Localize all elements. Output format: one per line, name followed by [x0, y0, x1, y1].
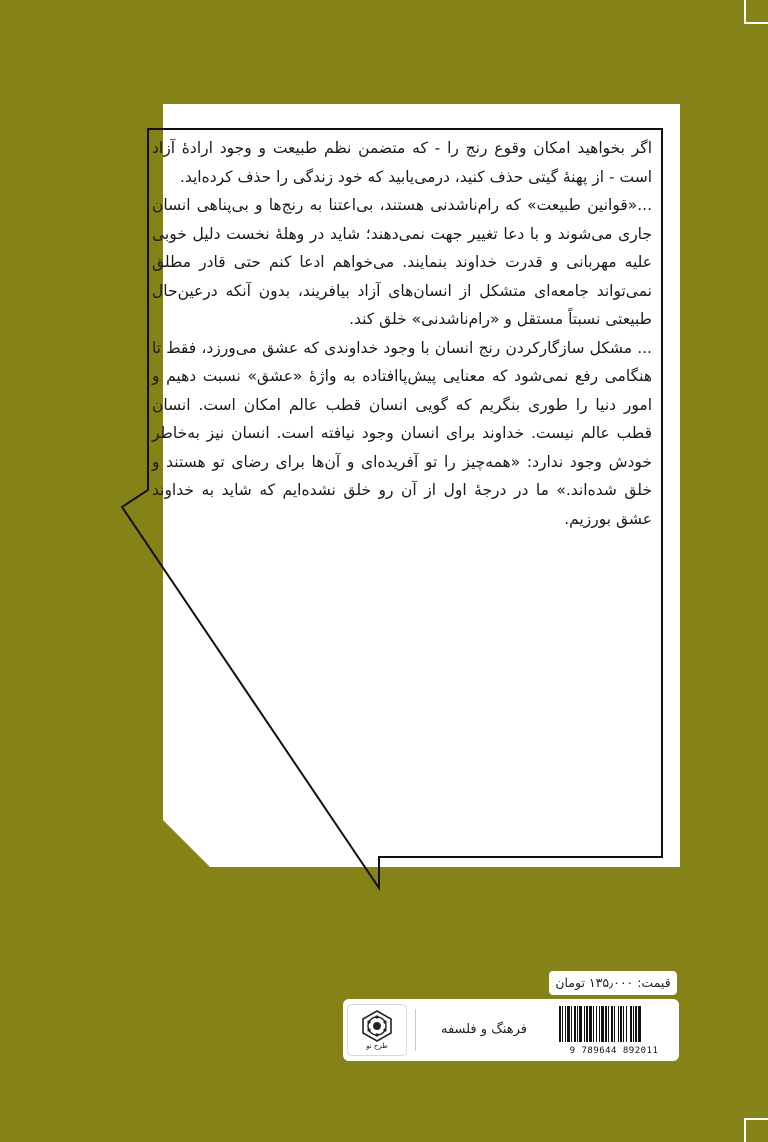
barcode-bar	[611, 1006, 613, 1042]
barcode-bar	[571, 1006, 572, 1042]
publisher-info-bar	[343, 999, 679, 1061]
paragraph-3: ... مشکل سازگارکردن رنج انسان با وجود خداوندی که عشق می‌ورزد، فقط تا هنگامی رفع نمی‌شود که معنایی پیش‌پاافتاده به واژهٔ «عشق» نسبت دهیم و امور دنیا را طوری بنگریم که گویی انسان قطب عالم امکان است. انسان قطب عالم نیست. خداوند برای انسان وجود نیافته است. انسان نیز به‌خاطر خودش وجود ندارد: «همه‌چیز را تو آفریده‌ای و آن‌ها برای رضای تو هستند و خلق شده‌اند.» ما در درجهٔ اول از آن رو خلق نشده‌ایم که شاید به خداوند عشق بورزیم.	[152, 338, 652, 528]
barcode-bar	[565, 1006, 566, 1042]
barcode-bar	[562, 1006, 563, 1042]
price-label: قیمت: ۱۳۵٫۰۰۰ تومان	[549, 971, 677, 995]
barcode-bar	[584, 1006, 585, 1042]
series-category: فرهنگ و فلسفه	[440, 1022, 527, 1037]
publisher-name: طرح نو	[366, 1042, 388, 1050]
barcode-bar	[638, 1006, 641, 1042]
paragraph-1: اگر بخواهید امکان وقوع رنج را - که متضمن نظم طبیعت و وجود ارادهٔ آزاد است - از پهنهٔ گیتی حذف کنید، درمی‌یابید که خود زندگی را حذف کرده‌اید.	[152, 139, 652, 186]
barcode	[553, 1002, 675, 1058]
barcode-bar	[633, 1006, 634, 1042]
barcode-bar	[635, 1006, 637, 1042]
barcode-bar	[586, 1006, 588, 1042]
barcode-bar	[567, 1006, 570, 1042]
publisher-logo	[347, 1004, 407, 1056]
barcode-bar	[593, 1006, 594, 1042]
barcode-bar	[630, 1006, 632, 1042]
barcode-bar	[599, 1006, 600, 1042]
barcode-bar	[614, 1006, 615, 1042]
barcode-icon	[557, 1006, 671, 1044]
barcode-bar	[618, 1006, 619, 1042]
barcode-bar	[577, 1006, 578, 1042]
barcode-bar	[605, 1006, 607, 1042]
barcode-bar	[620, 1006, 622, 1042]
barcode-bar	[596, 1006, 597, 1042]
barcode-bar	[623, 1006, 624, 1042]
paragraph-2: ...«قوانین طبیعت» که رام‌ناشدنی هستند، بی‌اعتنا به رنج‌ها و بی‌پناهی انسان جاری می‌شوند و با دعا تغییر جهت نمی‌دهند؛ شاید در وهلهٔ نخست دلیل خوبی علیه مهربانی و قدرت خداوند بنمایند. می‌خواهم ادعا کنم حتی قادر مطلق نمی‌تواند جامعه‌ای متشکل از انسان‌های آزاد بیافریند، بدون آنکه درعین‌حال طبیعتی نسبتاً مستقل و «رام‌ناشدنی» خلق کند.	[152, 196, 652, 328]
back-cover-text	[152, 134, 652, 834]
barcode-bar	[559, 1006, 561, 1042]
barcode-bar	[589, 1006, 592, 1042]
barcode-bar	[579, 1006, 582, 1042]
barcode-bar	[608, 1006, 609, 1042]
isbn-number: 9 789644 892011	[569, 1046, 659, 1056]
barcode-bar	[626, 1006, 627, 1042]
ornament-seal-icon	[361, 1010, 393, 1042]
barcode-bar	[574, 1006, 576, 1042]
divider	[415, 1009, 416, 1051]
barcode-bar	[601, 1006, 604, 1042]
